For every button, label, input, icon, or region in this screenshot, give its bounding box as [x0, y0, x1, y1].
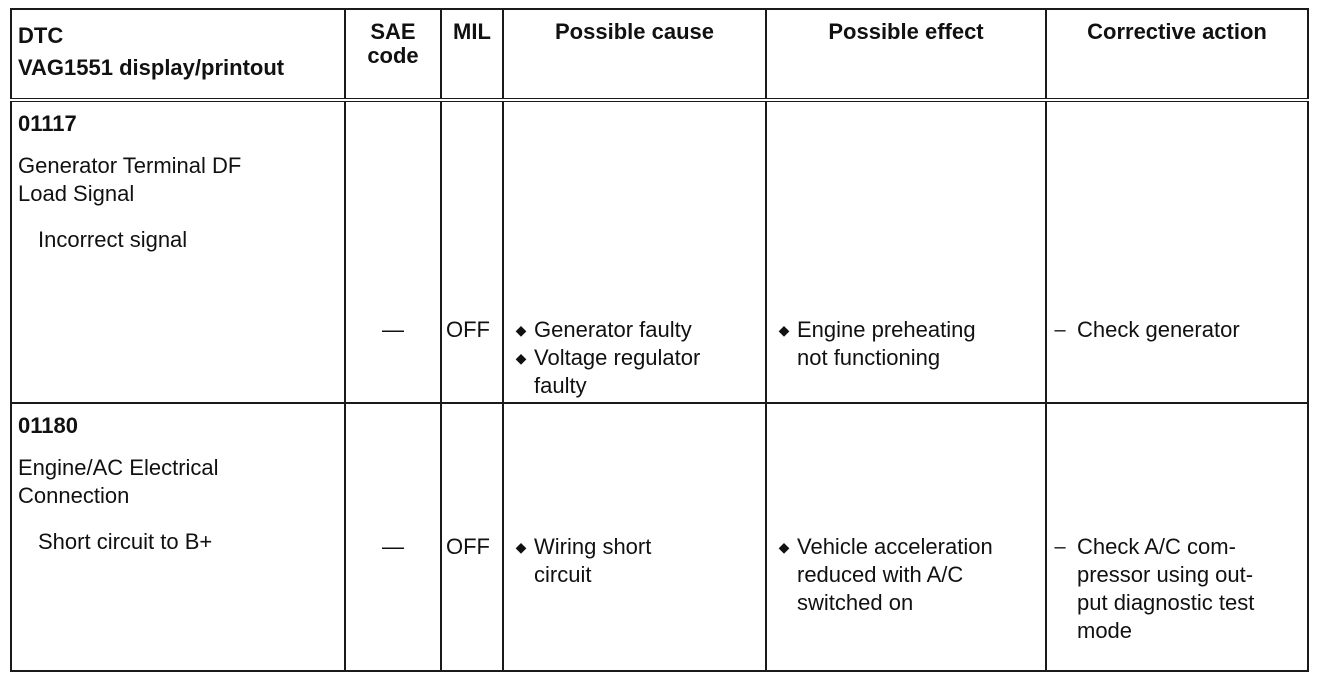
- cause-item: [504, 344, 765, 400]
- sae-code: —: [382, 317, 404, 342]
- action-line: Check generator: [1077, 317, 1240, 342]
- cause-line: Wiring short: [534, 534, 652, 559]
- mil-status: OFF: [446, 534, 490, 559]
- header-mil-label: MIL: [453, 19, 491, 44]
- effect-item: [767, 533, 1045, 617]
- dtc-fault-type: Incorrect signal: [38, 227, 188, 252]
- effect-line: reduced with A/C: [797, 562, 964, 587]
- header-dtc-line2: VAG1551 display/printout: [18, 55, 285, 80]
- dtc-code: 01117: [18, 111, 77, 136]
- header-sae-line2: code: [367, 43, 419, 68]
- effect-list: [767, 533, 1045, 617]
- action-line: pressor using out-: [1077, 562, 1254, 587]
- cause-list: [504, 316, 765, 400]
- effect-line: Engine preheating: [797, 317, 976, 342]
- diamond-bullet-icon: ◆: [515, 350, 527, 366]
- cause-line: circuit: [534, 562, 592, 587]
- header-dtc-line1: DTC: [18, 23, 64, 48]
- mil-cell: [441, 100, 503, 403]
- diamond-bullet-icon: ◆: [515, 539, 527, 555]
- diamond-bullet-icon: ◆: [778, 322, 790, 338]
- dtc-name: [18, 454, 344, 510]
- sae-code-cell: [345, 100, 441, 403]
- dtc-fault-type: Short circuit to B+: [38, 529, 213, 554]
- effect-item: [767, 316, 1045, 372]
- cause-line: Generator faulty: [534, 317, 692, 342]
- header-corrective-action: [1046, 9, 1308, 100]
- sae-code-cell: [345, 403, 441, 671]
- header-possible-effect: [766, 9, 1046, 100]
- corrective-action-cell: [1046, 403, 1308, 671]
- mil-cell: [441, 403, 503, 671]
- dtc-name-line: Engine/AC Electrical: [18, 455, 219, 480]
- dtc-name-line: Generator Terminal DF: [18, 153, 242, 178]
- action-list: [1047, 316, 1307, 344]
- table-row: [11, 403, 1308, 671]
- action-item: [1047, 533, 1307, 645]
- effect-line: not functioning: [797, 345, 941, 370]
- cause-item: [504, 316, 765, 344]
- header-possible-cause-label: Possible cause: [555, 19, 714, 44]
- diamond-bullet-icon: ◆: [778, 539, 790, 555]
- cause-line: Voltage regulator: [534, 345, 701, 370]
- sae-code: —: [382, 534, 404, 559]
- possible-cause-cell: [503, 100, 766, 403]
- possible-effect-cell: [766, 100, 1046, 403]
- dtc-code: 01180: [18, 413, 78, 438]
- dtc-cell: [11, 100, 345, 403]
- effect-list: [767, 316, 1045, 372]
- header-possible-effect-label: Possible effect: [828, 19, 984, 44]
- dtc-name: [18, 152, 344, 208]
- action-list: [1047, 533, 1307, 645]
- diamond-bullet-icon: ◆: [515, 322, 527, 338]
- action-line: Check A/C com-: [1077, 534, 1236, 559]
- header-dtc: [11, 9, 345, 100]
- action-item: [1047, 316, 1307, 344]
- header-row: [11, 9, 1308, 100]
- cause-line: faulty: [534, 373, 587, 398]
- action-line: mode: [1077, 618, 1133, 643]
- dtc-table: [10, 8, 1309, 672]
- possible-cause-cell: [503, 403, 766, 671]
- dtc-cell: [11, 403, 345, 671]
- mil-status: OFF: [446, 317, 490, 342]
- effect-line: switched on: [797, 590, 914, 615]
- cause-item: [504, 533, 765, 589]
- dtc-name-line: Connection: [18, 483, 130, 508]
- dtc-name-line: Load Signal: [18, 181, 135, 206]
- header-possible-cause: [503, 9, 766, 100]
- header-sae-line1: SAE: [370, 19, 416, 44]
- possible-effect-cell: [766, 403, 1046, 671]
- header-sae: [345, 9, 441, 100]
- effect-line: Vehicle acceleration: [797, 534, 993, 559]
- corrective-action-cell: [1046, 100, 1308, 403]
- dash-bullet-icon: –: [1054, 319, 1066, 341]
- header-mil: [441, 9, 503, 100]
- table-row: [11, 100, 1308, 403]
- cause-list: [504, 533, 765, 589]
- header-corrective-action-label: Corrective action: [1087, 19, 1267, 44]
- action-line: put diagnostic test: [1077, 590, 1255, 615]
- dash-bullet-icon: –: [1054, 536, 1066, 558]
